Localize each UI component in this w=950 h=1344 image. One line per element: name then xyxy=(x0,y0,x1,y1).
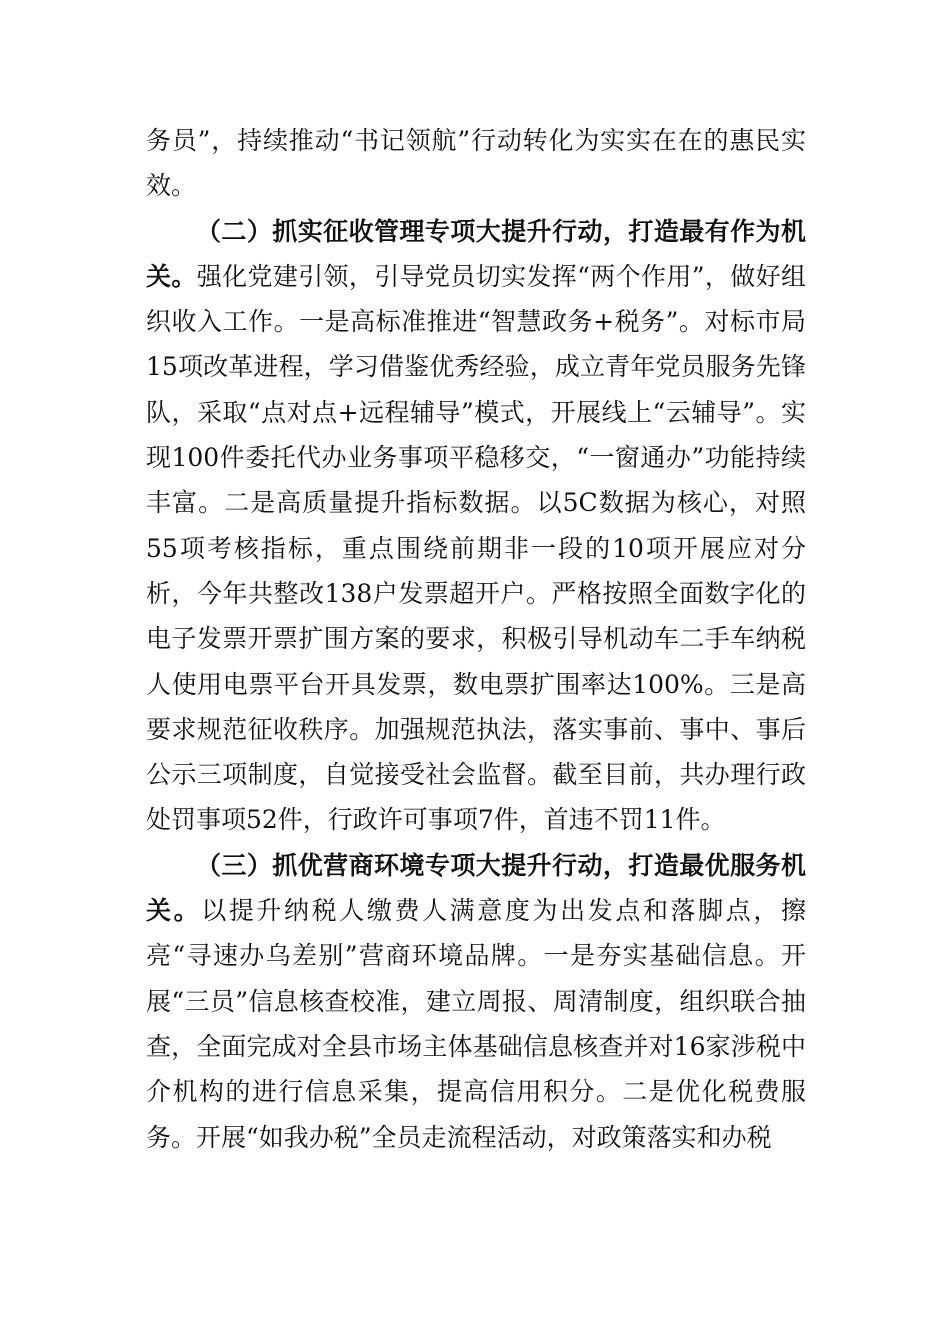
section-heading: （三）抓优营商环境专项大提升行动，打造最优服务机关。 xyxy=(146,850,806,926)
paragraph-text: 务员”，持续推动“书记领航”行动转化为实实在在的惠民实效。 xyxy=(146,126,806,201)
paragraph-section-2 xyxy=(146,209,806,843)
paragraph-continuation xyxy=(146,118,806,209)
section-heading: （二）抓实征收管理专项大提升行动，打造最有作为机关。 xyxy=(146,216,806,291)
paragraph-section-3 xyxy=(146,843,806,1160)
paragraph-text: 强化党建引领，引导党员切实发挥“两个作用”，做好组织收入工作。一是高标准推进“智慧政务+税务”。对标市局15项改革进程，学习借鉴优秀经验，成立青年党员服务先锋队，采取“点对点+远程辅导”模式，开展线上“云辅导”。实现100件委托代办业务事项平稳移交，“一窗通办”功能持续丰富。二是高质量提升指标数据。以5C数据为核心，对照55项考核指标，重点围绕前期非一段的10项开展应对分析，今年共整改138户发票超开户。严格按照全面数字化的电子发票开票扩围方案的要求，积极引导机动车二手车纳税人使用电票平台开具发票，数电票扩围率达100%。三是高要求规范征收秩序。加强规范执法，落实事前、事中、事后公示三项制度，自觉接受社会监督。截至目前，共办理行政处罚事项52件，行政许可事项7件，首违不罚11件。 xyxy=(146,261,806,835)
document-body xyxy=(146,118,806,1160)
paragraph-text: 以提升纳税人缴费人满意度为出发点和落脚点，擦亮“寻速办乌差别”营商环境品牌。一是夯实基础信息。开展“三员”信息核查校准，建立周报、周清制度，组织联合抽查，全面完成对全县市场主体基础信息核查并对16家涉税中介机构的进行信息采集，提高信用积分。二是优化税费服务。开展“如我办税”全员走流程活动，对政策落实和办税 xyxy=(146,896,806,1152)
